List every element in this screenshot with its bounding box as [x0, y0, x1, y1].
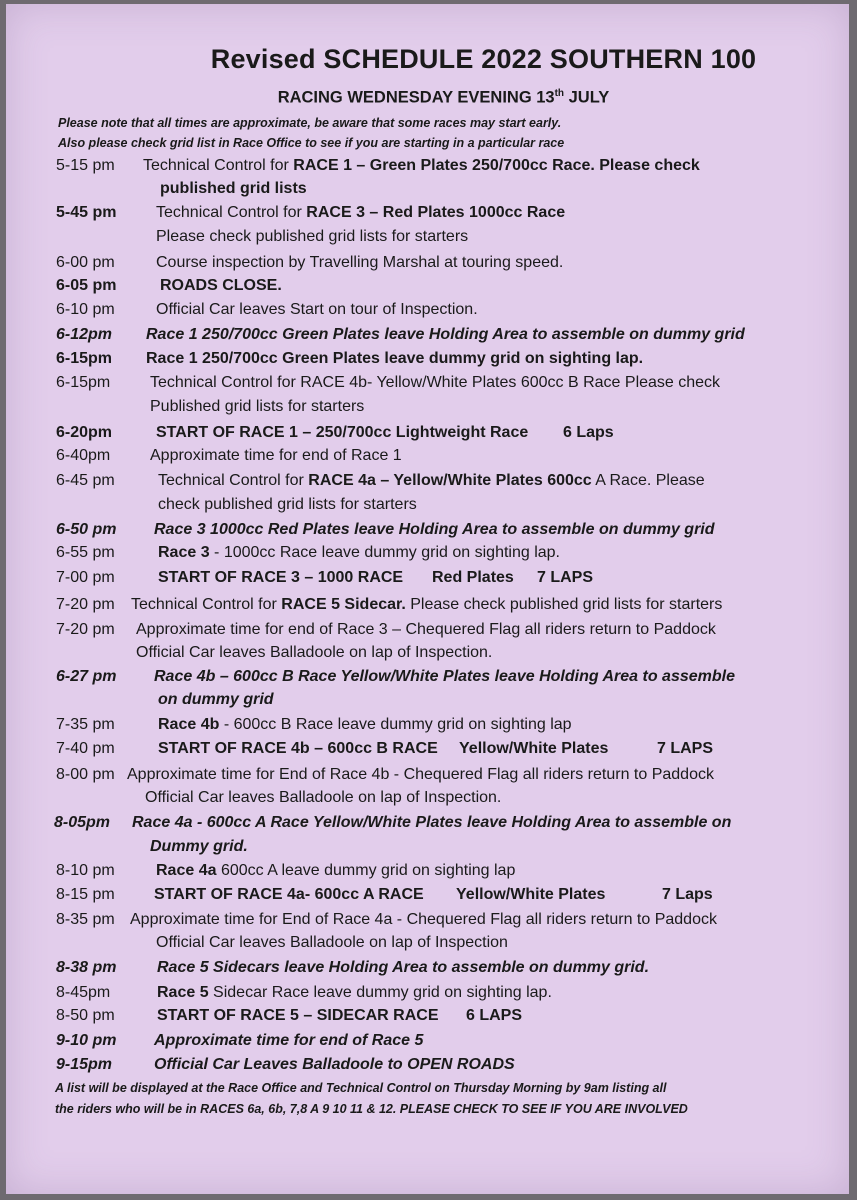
row-time: 6-20pm	[56, 424, 113, 441]
row-description: START OF RACE 3 – 1000 RACE	[158, 569, 404, 586]
row-time: 6-00 pm	[56, 254, 115, 271]
row-time: 6-10 pm	[56, 301, 115, 318]
row-time: 6-40pm	[56, 447, 111, 464]
laps-count: 6 Laps	[563, 424, 614, 441]
row-description: Official Car Leaves Balladoole to OPEN ROADS	[154, 1056, 515, 1073]
row-time: 7-20 pm	[56, 621, 115, 638]
row-time: 7-00 pm	[56, 569, 115, 586]
row-time: 6-15pm	[56, 374, 111, 391]
row-description: Approximate time for End of Race 4a - Chequered Flag all riders return to Paddock	[130, 911, 717, 928]
row-time: 7-20 pm	[56, 596, 115, 613]
row-description: START OF RACE 5 – SIDECAR RACE	[157, 1007, 439, 1024]
row-time: 6-45 pm	[56, 472, 115, 489]
row-description: Race 4b – 600cc B Race Yellow/White Plates leave Holding Area to assemble	[154, 668, 735, 685]
row-description: Race 1 250/700cc Green Plates leave Holding Area to assemble on dummy grid	[146, 326, 745, 343]
footer-note: the riders who will be in RACES 6a, 6b, 7,8 A 9 10 11 & 12. PLEASE CHECK TO SEE IF YOU ARE INVOLVED	[55, 1102, 688, 1116]
row-description: Approximate time for end of Race 5	[154, 1032, 424, 1049]
note-line: Also please check grid list in Race Office to see if you are starting in a particular race	[58, 136, 565, 150]
row-description: Race 5 Sidecars leave Holding Area to assemble on dummy grid.	[157, 959, 650, 976]
row-time: 8-15 pm	[56, 886, 115, 903]
row-description: ROADS CLOSE.	[160, 277, 282, 294]
row-time: 6-15pm	[56, 350, 113, 367]
row-time: 8-50 pm	[56, 1007, 115, 1024]
plate-colour: Yellow/White Plates	[459, 740, 609, 757]
row-description: START OF RACE 4b – 600cc B RACE	[158, 740, 438, 757]
row-description: Approximate time for end of Race 3 – Chequered Flag all riders return to Paddock	[136, 621, 716, 638]
row-time: 8-45pm	[56, 984, 111, 1001]
plate-colour: Red Plates	[432, 569, 514, 586]
plate-colour: Yellow/White Plates	[456, 886, 606, 903]
row-description: Race 4b - 600cc B Race leave dummy grid on sighting lap	[158, 716, 572, 733]
laps-count: 7 LAPS	[657, 740, 714, 757]
row-description: START OF RACE 1 – 250/700cc Lightweight Race	[156, 424, 529, 441]
row-time: 8-00 pm	[56, 766, 115, 783]
row-time: 9-15pm	[56, 1056, 113, 1073]
row-description: Race 3 1000cc Red Plates leave Holding Area to assemble on dummy grid	[154, 521, 715, 538]
row-description: Technical Control for RACE 1 – Green Plates 250/700cc Race. Please check	[143, 157, 700, 174]
row-description: Technical Control for RACE 4b- Yellow/White Plates 600cc B Race Please check	[150, 374, 721, 391]
row-time: 7-35 pm	[56, 716, 115, 733]
row-time: 6-27 pm	[56, 668, 117, 685]
row-description: Official Car leaves Start on tour of Inspection.	[156, 301, 478, 318]
row-time: 8-35 pm	[56, 911, 115, 928]
row-time: 6-55 pm	[56, 544, 115, 561]
laps-count: 7 LAPS	[537, 569, 594, 586]
row-time: 6-05 pm	[56, 277, 117, 294]
row-time: 8-38 pm	[56, 959, 117, 976]
row-time: 8-10 pm	[56, 862, 115, 879]
row-description: Approximate time for End of Race 4b - Chequered Flag all riders return to Paddock	[127, 766, 714, 783]
laps-count: 7 Laps	[662, 886, 713, 903]
row-time: 8-05pm	[54, 814, 111, 831]
row-time: 6-50 pm	[56, 521, 117, 538]
page-title: Revised SCHEDULE 2022 SOUTHERN 100	[210, 44, 757, 74]
row-description: Course inspection by Travelling Marshal at touring speed.	[156, 254, 564, 271]
row-description: Technical Control for RACE 3 – Red Plates 1000cc Race	[156, 204, 566, 221]
row-description: Technical Control for RACE 5 Sidecar. Please check published grid lists for starters	[131, 596, 723, 613]
row-time: 5-15 pm	[56, 157, 115, 174]
row-time: 5-45 pm	[56, 204, 117, 221]
row-description: Race 5 Sidecar Race leave dummy grid on sighting lap.	[157, 984, 552, 1001]
row-description: Technical Control for RACE 4a – Yellow/White Plates 600cc A Race. Please	[158, 472, 705, 489]
page-subtitle: RACING WEDNESDAY EVENING 13th JULY	[277, 88, 610, 107]
footer-note: A list will be displayed at the Race Office and Technical Control on Thursday Morning by 9am listing all	[55, 1081, 667, 1095]
row-description: START OF RACE 4a- 600cc A RACE	[154, 886, 424, 903]
row-description: Race 4a - 600cc A Race Yellow/White Plates leave Holding Area to assemble on	[132, 814, 732, 831]
row-time: 9-10 pm	[56, 1032, 117, 1049]
row-description: Race 1 250/700cc Green Plates leave dummy grid on sighting lap.	[146, 350, 644, 367]
note-line: Please note that all times are approximate, be aware that some races may start early.	[58, 116, 562, 130]
row-description: Approximate time for end of Race 1	[150, 447, 402, 464]
laps-count: 6 LAPS	[466, 1007, 523, 1024]
row-description: Race 4a 600cc A leave dummy grid on sighting lap	[156, 862, 516, 879]
row-time: 7-40 pm	[56, 740, 115, 757]
row-description: Race 3 - 1000cc Race leave dummy grid on sighting lap.	[158, 544, 560, 561]
row-time: 6-12pm	[56, 326, 113, 343]
